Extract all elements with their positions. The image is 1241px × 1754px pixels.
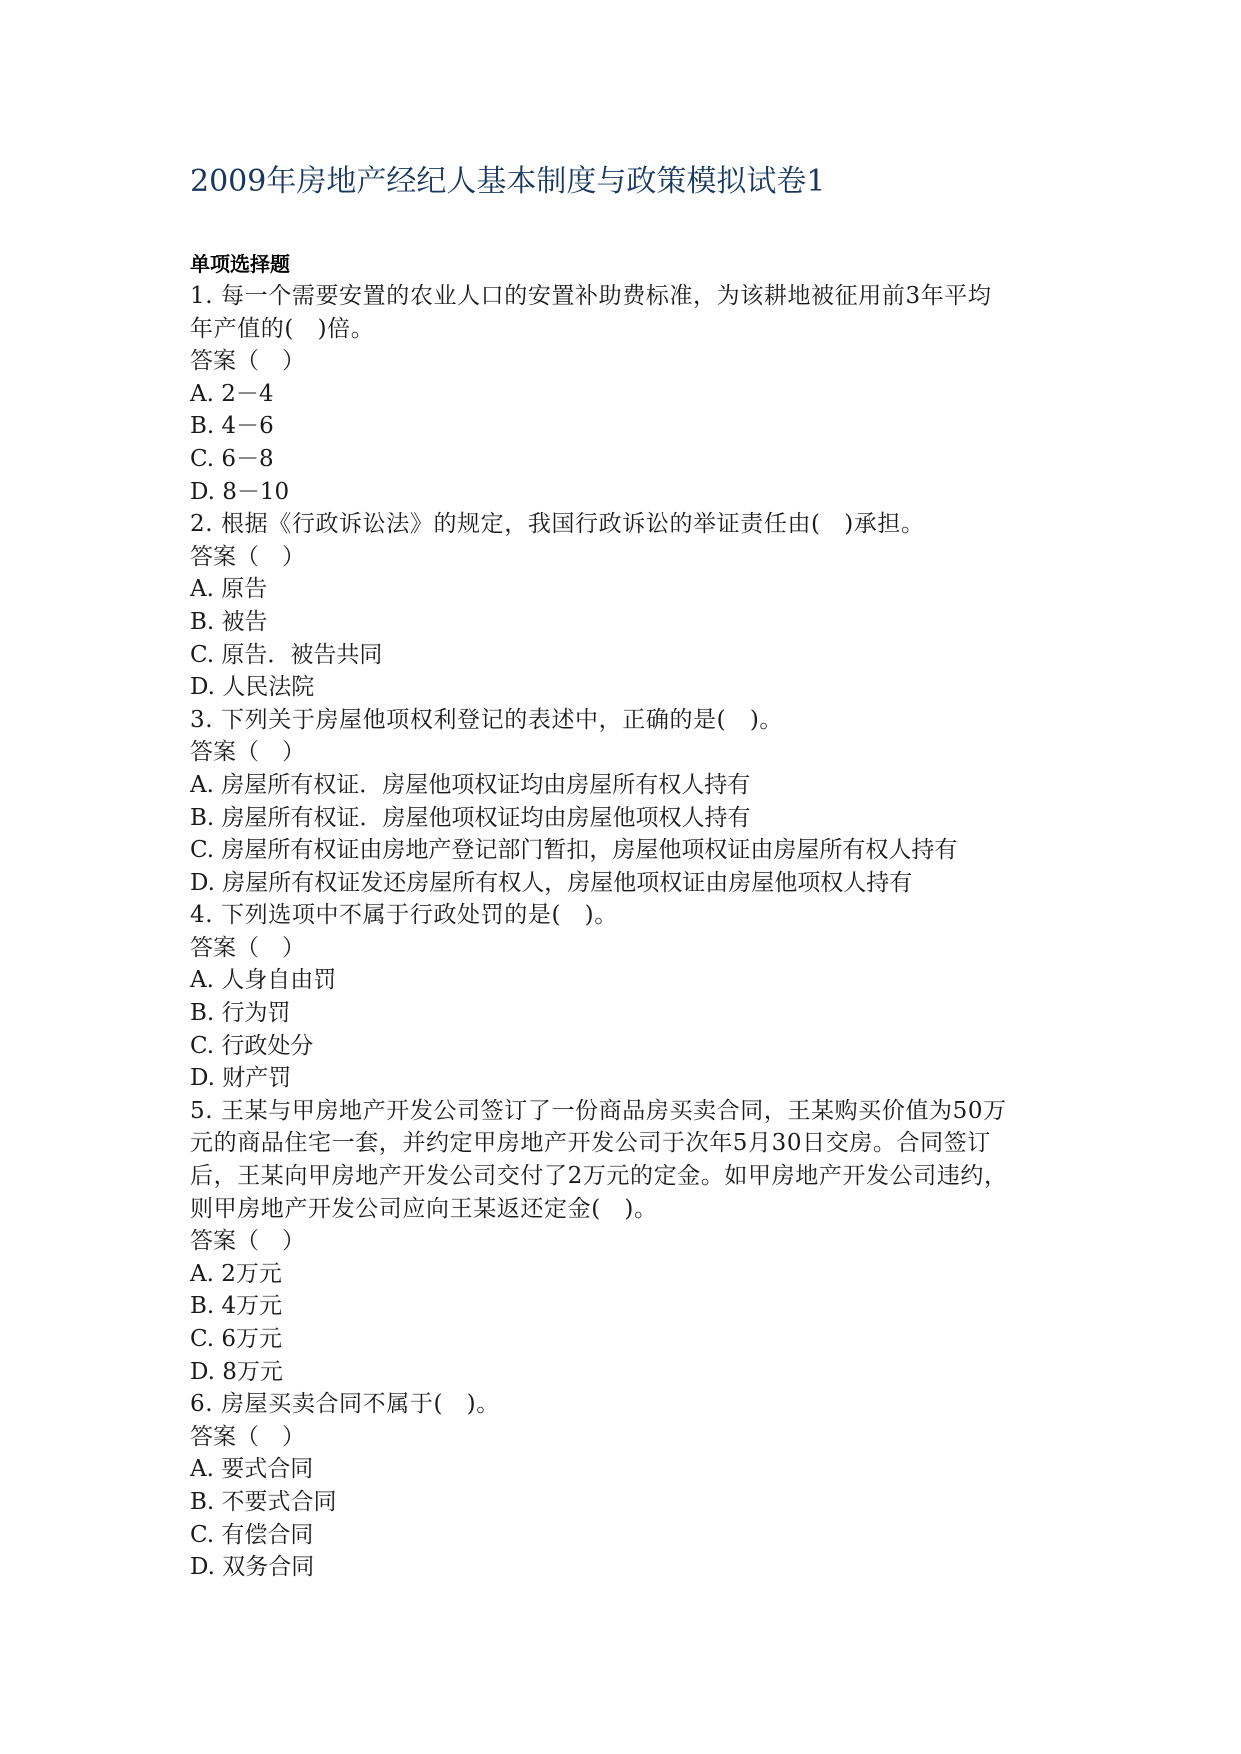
option-c: C. 6－8 [190,445,274,472]
question-6 [190,1388,1090,1584]
option-a: A. 人身自由罚 [190,967,337,994]
question-text-line: 4. 下列选项中不属于行政处罚的是( )。 [190,902,618,929]
option-b: B. 4万元 [190,1293,283,1320]
answer-blank: 答案（ ） [190,1423,305,1450]
option-d: D. 人民法院 [190,674,315,701]
answer-blank: 答案（ ） [190,348,305,375]
answer-blank: 答案（ ） [190,934,305,961]
option-d: D. 财产罚 [190,1065,292,1092]
question-text-line: 6. 房屋买卖合同不属于( )。 [190,1391,500,1418]
option-b: B. 房屋所有权证．房屋他项权证均由房屋他项权人持有 [190,804,751,831]
question-list [190,280,1090,1584]
document-content [190,160,1090,1584]
option-d: D. 8－10 [190,478,290,505]
option-a: A. 原告 [190,576,268,603]
question-text-line: 3. 下列关于房屋他项权利登记的表述中，正确的是( )。 [190,706,784,733]
option-b: B. 被告 [190,608,268,635]
option-b: B. 不要式合同 [190,1488,337,1515]
option-c: C. 行政处分 [190,1032,314,1059]
document-title: 2009年房地产经纪人基本制度与政策模拟试卷1 [190,164,826,199]
option-b: B. 行为罚 [190,1000,291,1027]
option-a: A. 2万元 [190,1260,282,1287]
question-text-line: 后，王某向甲房地产开发公司交付了2万元的定金。如甲房地产开发公司违约， [190,1163,1008,1190]
question-text-line: 年产值的( )倍。 [190,315,375,342]
option-c: C. 有偿合同 [190,1521,314,1548]
option-c: C. 房屋所有权证由房地产登记部门暂扣，房屋他项权证由房屋所有权人持有 [190,837,958,864]
question-2 [190,508,1090,704]
option-d: D. 8万元 [190,1358,283,1385]
question-5 [190,1095,1090,1388]
question-3 [190,704,1090,900]
option-d: D. 房屋所有权证发还房屋所有权人，房屋他项权证由房屋他项权人持有 [190,869,913,896]
question-4 [190,899,1090,1095]
option-a: A. 2－4 [190,380,274,407]
question-1 [190,280,1090,508]
option-a: A. 房屋所有权证．房屋他项权证均由房屋所有权人持有 [190,771,751,798]
question-text-line: 2. 根据《行政诉讼法》的规定，我国行政诉讼的举证责任由( )承担。 [190,511,925,538]
option-c: C. 原告．被告共同 [190,641,383,668]
option-c: C. 6万元 [190,1326,283,1352]
section-heading: 单项选择题 [190,252,290,276]
option-d: D. 双务合同 [190,1554,315,1581]
answer-blank: 答案（ ） [190,739,305,766]
option-a: A. 要式合同 [190,1456,314,1483]
question-text-line: 5. 王某与甲房地产开发公司签订了一份商品房买卖合同，王某购买价值为50万 [190,1097,1007,1124]
answer-blank: 答案（ ） [190,1228,305,1255]
answer-blank: 答案（ ） [190,543,305,570]
option-b: B. 4－6 [190,413,274,440]
question-text-line: 元的商品住宅一套，并约定甲房地产开发公司于次年5月30日交房。合同签订 [190,1130,991,1157]
question-text-line: 1. 每一个需要安置的农业人口的安置补助费标准，为该耕地被征用前3年平均 [190,283,992,309]
question-text-line: 则甲房地产开发公司应向王某返还定金( )。 [190,1195,658,1222]
